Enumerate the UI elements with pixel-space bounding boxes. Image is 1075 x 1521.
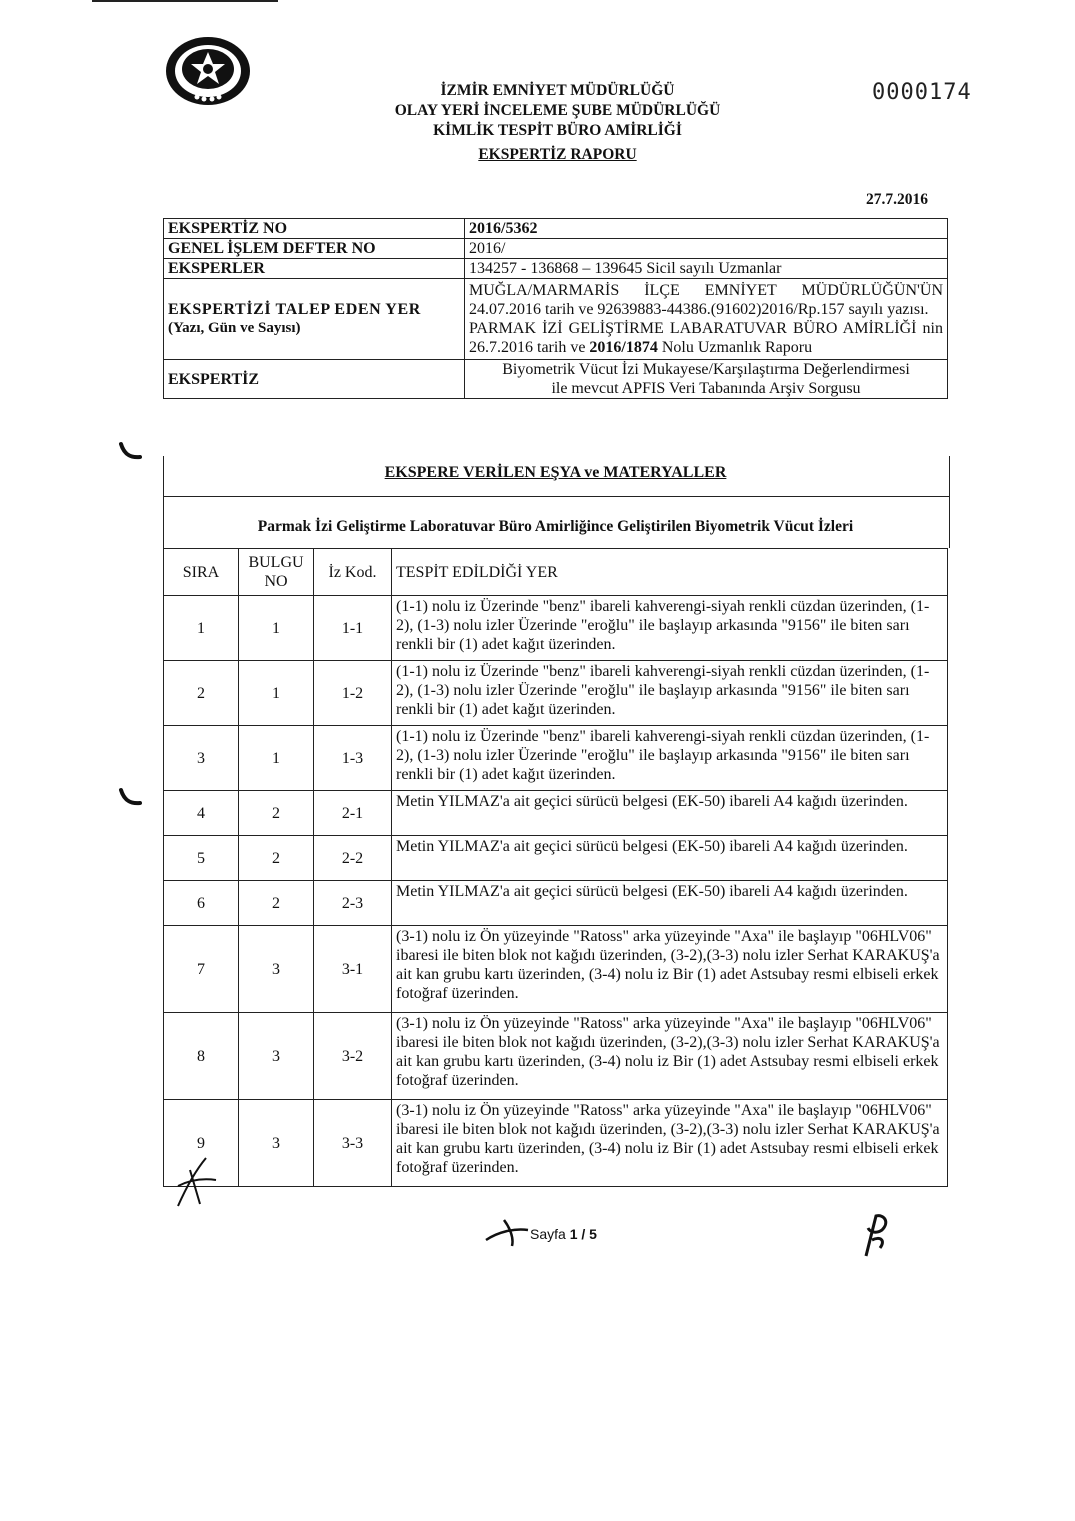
talep-label: EKSPERTİZİ TALEP EDEN YER [168, 301, 421, 318]
cell-sira: 7 [164, 926, 239, 1013]
talep-value-1: MUĞLA/MARMARİS İLÇE EMNİYET MÜDÜRLÜĞÜN'ÜN 24.07.2016 tarih ve 92639883-44386.(91602)2016/Rp.157 sayılı yazısı. [469, 282, 943, 318]
talep-value-cell [465, 279, 948, 360]
cell-bulgu: 3 [239, 926, 314, 1013]
table-row [164, 661, 948, 726]
ekspertiz-no-value: 2016/5362 [465, 219, 948, 239]
cell-kod: 3-3 [314, 1100, 392, 1187]
cell-bulgu: 3 [239, 1013, 314, 1100]
page-separator: / [581, 1226, 586, 1242]
table-row [164, 836, 948, 881]
hole-punch-mark-icon [118, 440, 144, 462]
table-row [164, 926, 948, 1013]
scan-edge-line [92, 0, 278, 2]
defter-no-label: GENEL İŞLEM DEFTER NO [164, 239, 465, 259]
info-row [164, 279, 948, 360]
cell-sira: 8 [164, 1013, 239, 1100]
cell-yer: Metin YILMAZ'a ait geçici sürücü belgesi (EK-50) ibareli A4 kağıdı üzerinden. [392, 791, 948, 836]
page-footer [530, 1226, 597, 1242]
info-row [164, 239, 948, 259]
cell-sira: 3 [164, 726, 239, 791]
cell-yer: (3-1) nolu iz Ön yüzeyinde "Ratoss" arka yüzeyinde "Axa" ile başlayıp "06HLV06" ibaresi ile biten blok not kağıdı üzerinden, (3-2),(3-3) nolu izler Serhat KARAKUŞ'a ait kan grubu kartı üzerinden, (3-4) nolu iz Bir (1) adet Astsubay resmi elbiseli erkek fotoğraf üzerinden. [392, 926, 948, 1013]
cell-kod: 2-1 [314, 791, 392, 836]
header-line-2: OLAY YERİ İNCELEME ŞUBE MÜDÜRLÜĞÜ [394, 102, 721, 119]
signature-icon [484, 1214, 530, 1248]
header-sira: SIRA [164, 549, 239, 596]
initials-icon [858, 1210, 892, 1260]
header-line-3: KİMLİK TESPİT BÜRO AMİRLİĞİ [433, 122, 682, 139]
talep-label-cell [164, 279, 465, 360]
cell-kod: 2-3 [314, 881, 392, 926]
page-label: Sayfa [530, 1226, 566, 1242]
report-title: EKSPERTİZ RAPORU [478, 146, 637, 163]
table-row [164, 881, 948, 926]
cell-sira: 4 [164, 791, 239, 836]
talep-value-2b: 2016/1874 [589, 339, 658, 356]
info-row [164, 219, 948, 239]
document-number: 0000174 [872, 80, 972, 105]
talep-sublabel: (Yazı, Gün ve Sayısı) [168, 320, 301, 336]
table-row [164, 726, 948, 791]
cell-kod: 1-3 [314, 726, 392, 791]
header-line-1: İZMİR EMNİYET MÜDÜRLÜĞÜ [440, 82, 675, 99]
header-bulgu-no: BULGU NO [239, 549, 314, 596]
cell-yer: (1-1) nolu iz Üzerinde "benz" ibareli kahverengi-siyah renkli cüzdan üzerinden, (1-2), (1-3) nolu izler Üzerinde "eroğlu" ile başlayıp arkasında "9156" ile biten sarı renkli bir (1) adet kağıt üzerinden. [392, 596, 948, 661]
findings-table [163, 548, 948, 1187]
cell-kod: 1-1 [314, 596, 392, 661]
ekspertiz-value-1: Biyometrik Vücut İzi Mukayese/Karşılaştırma Değerlendirmesi [502, 361, 910, 378]
cell-bulgu: 2 [239, 836, 314, 881]
cell-sira: 2 [164, 661, 239, 726]
table-row [164, 791, 948, 836]
cell-bulgu: 2 [239, 791, 314, 836]
cell-yer: Metin YILMAZ'a ait geçici sürücü belgesi (EK-50) ibareli A4 kağıdı üzerinden. [392, 836, 948, 881]
talep-value-2a: PARMAK İZİ GELİŞTİRME LABARATUVAR BÜRO AMİRLİĞİ nin 26.7.2016 tarih ve [469, 320, 943, 356]
cell-sira: 6 [164, 881, 239, 926]
cell-kod: 2-2 [314, 836, 392, 881]
table-row [164, 1013, 948, 1100]
eksperler-value: 134257 - 136868 – 139645 Sicil sayılı Uzmanlar [465, 259, 948, 279]
cell-bulgu: 1 [239, 726, 314, 791]
info-row [164, 360, 948, 399]
talep-value-2 [469, 319, 943, 357]
header-tespit-yeri: TESPİT EDİLDİĞİ YER [392, 549, 948, 596]
ekspertiz-no-label: EKSPERTİZ NO [164, 219, 465, 239]
cell-yer: Metin YILMAZ'a ait geçici sürücü belgesi (EK-50) ibareli A4 kağıdı üzerinden. [392, 881, 948, 926]
cell-kod: 3-2 [314, 1013, 392, 1100]
cell-yer: (1-1) nolu iz Üzerinde "benz" ibareli kahverengi-siyah renkli cüzdan üzerinden, (1-2), (1-3) nolu izler Üzerinde "eroğlu" ile başlayıp arkasında "9156" ile biten sarı renkli bir (1) adet kağıt üzerinden. [392, 661, 948, 726]
subsection-title: Parmak İzi Geliştirme Laboratuvar Büro Amirliğince Geliştirilen Biyometrik Vücut İzleri [257, 518, 854, 535]
defter-no-value: 2016/ [465, 239, 948, 259]
page-current: 1 [569, 1226, 578, 1242]
table-row [164, 596, 948, 661]
header-iz-kod: İz Kod. [314, 549, 392, 596]
cell-bulgu: 1 [239, 661, 314, 726]
report-date: 27.7.2016 [866, 191, 928, 208]
cell-yer: (3-1) nolu iz Ön yüzeyinde "Ratoss" arka yüzeyinde "Axa" ile başlayıp "06HLV06" ibaresi ile biten blok not kağıdı üzerinden, (3-2),(3-3) nolu izler Serhat KARAKUŞ'a ait kan grubu kartı üzerinden, (3-4) nolu iz Bir (1) adet Astsubay resmi elbiseli erkek fotoğraf üzerinden. [392, 1013, 948, 1100]
table-row [164, 1100, 948, 1187]
hole-punch-mark-icon [118, 786, 144, 808]
cell-sira: 5 [164, 836, 239, 881]
info-row [164, 259, 948, 279]
cell-yer: (1-1) nolu iz Üzerinde "benz" ibareli kahverengi-siyah renkli cüzdan üzerinden, (1-2), (1-3) nolu izler Üzerinde "eroğlu" ile başlayıp arkasında "9156" ile biten sarı renkli bir (1) adet kağıt üzerinden. [392, 726, 948, 791]
cell-yer: (3-1) nolu iz Ön yüzeyinde "Ratoss" arka yüzeyinde "Axa" ile başlayıp "06HLV06" ibaresi ile biten blok not kağıdı üzerinden, (3-2),(3-3) nolu izler Serhat KARAKUŞ'a ait kan grubu kartı üzerinden, (3-4) nolu iz Bir (1) adet Astsubay resmi elbiseli erkek fotoğraf üzerinden. [392, 1100, 948, 1187]
cell-kod: 3-1 [314, 926, 392, 1013]
eksperler-label: EKSPERLER [164, 259, 465, 279]
cell-sira: 1 [164, 596, 239, 661]
cell-bulgu: 1 [239, 596, 314, 661]
cell-sira: 9 [164, 1100, 239, 1187]
cell-bulgu: 3 [239, 1100, 314, 1187]
cell-bulgu: 2 [239, 881, 314, 926]
signature-icon [166, 1150, 236, 1210]
ekspertiz-label: EKSPERTİZ [164, 360, 465, 399]
talep-value-2c: Nolu Uzmanlık Raporu [657, 339, 813, 356]
page-total: 5 [589, 1226, 597, 1242]
table-header-row [164, 549, 948, 596]
cell-kod: 1-2 [314, 661, 392, 726]
materials-title: EKSPERE VERİLEN EŞYA ve MATERYALLER [384, 464, 727, 481]
ekspertiz-value-cell [465, 360, 948, 399]
ekspertiz-value-2: ile mevcut APFIS Veri Tabanında Arşiv Sorgusu [551, 380, 861, 397]
info-table [163, 218, 948, 399]
